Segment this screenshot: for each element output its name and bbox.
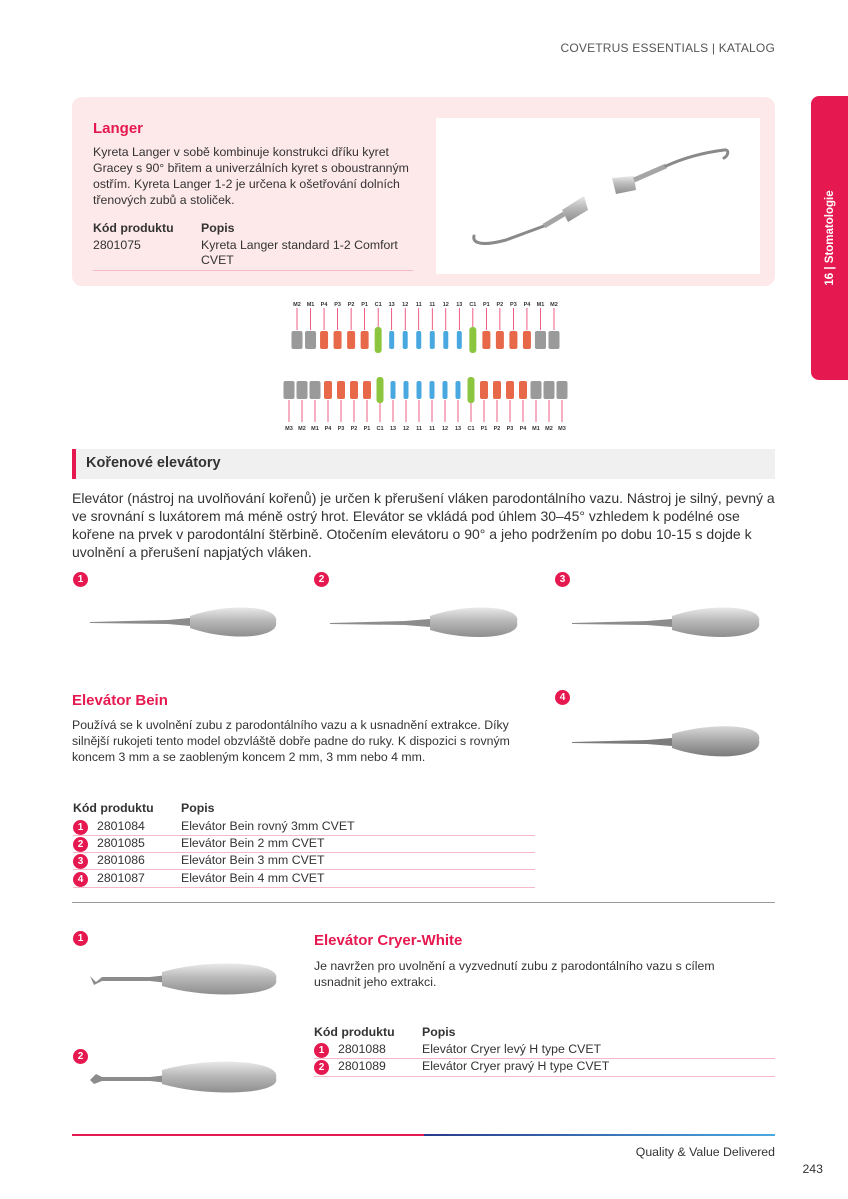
image-number-badge: 1 — [73, 931, 88, 946]
teeth-chart — [283, 296, 568, 434]
elevator-bein-1-image — [90, 600, 280, 644]
langer-title: Langer — [93, 120, 144, 137]
tooth-shape — [324, 381, 332, 399]
elevator-bein-2-image — [330, 602, 520, 646]
cryer-row-desc: Elevátor Cryer pravý H type CVET — [422, 1059, 610, 1073]
cryer-row-desc: Elevátor Cryer levý H type CVET — [422, 1042, 602, 1056]
footer-accent-line-2 — [424, 1134, 775, 1136]
section-title: Kořenové elevátory — [86, 455, 221, 471]
tooth-shape — [430, 381, 435, 399]
tooth-label: M2 — [293, 302, 301, 308]
image-number-badge: 2 — [314, 572, 329, 587]
tooth-shape — [337, 381, 345, 399]
tooth-label: C1 — [374, 302, 382, 308]
tooth-label: 11 — [429, 302, 436, 308]
tooth-label: P4 — [523, 302, 531, 308]
tooth-shape — [404, 381, 409, 399]
tooth-shape — [549, 331, 560, 349]
tooth-label: M3 — [285, 426, 293, 432]
tooth-shape — [496, 331, 504, 349]
tooth-shape — [284, 381, 295, 399]
bein-row-desc: Elevátor Bein 4 mm CVET — [181, 871, 325, 885]
tooth-shape — [297, 381, 308, 399]
tooth-label: M2 — [298, 426, 306, 432]
tooth-label: 12 — [402, 302, 409, 308]
table-row-divider — [73, 869, 535, 870]
tooth-label: 11 — [416, 426, 422, 432]
bein-row-code: 2801087 — [97, 871, 145, 885]
tooth-shape — [456, 381, 461, 399]
tooth-label: C1 — [469, 302, 477, 308]
cryer-description: Je navržen pro uvolnění a vyzvednutí zubu z parodontálního vazu s cílem usnadnit jeho extrakci. — [314, 959, 715, 989]
langer-row-code: 2801075 — [93, 238, 141, 252]
tooth-label: P4 — [320, 302, 328, 308]
tooth-label: P1 — [480, 426, 488, 432]
cryer-col-code: Kód produktu — [314, 1025, 395, 1039]
tooth-shape — [430, 331, 435, 349]
table-row-divider — [314, 1076, 775, 1077]
tooth-shape — [363, 381, 371, 399]
tooth-shape — [391, 381, 396, 399]
page-number: 243 — [802, 1162, 823, 1176]
tooth-shape — [350, 381, 358, 399]
tooth-shape — [403, 331, 408, 349]
tooth-shape — [334, 331, 342, 349]
tooth-shape — [482, 331, 490, 349]
tooth-label: M1 — [306, 302, 315, 308]
image-number-badge: 1 — [73, 572, 88, 587]
tooth-shape — [443, 381, 448, 399]
bein-row-code: 2801084 — [97, 819, 145, 833]
tooth-shape — [457, 331, 462, 349]
section-divider — [72, 902, 775, 903]
tooth-label: C1 — [376, 426, 384, 432]
cryer-row-code: 2801089 — [338, 1059, 386, 1073]
tooth-shape — [469, 327, 476, 353]
row-number-badge: 2 — [73, 837, 88, 852]
tooth-label: 12 — [441, 426, 449, 432]
tooth-label: P4 — [519, 426, 527, 432]
section-header — [72, 449, 775, 479]
tooth-shape — [377, 377, 384, 403]
tooth-label: M1 — [536, 302, 545, 308]
tooth-label: 13 — [388, 302, 395, 308]
tooth-label: P2 — [347, 302, 355, 308]
chapter-tab-label: 16 | Stomatologie — [823, 190, 836, 286]
tooth-label: M3 — [558, 426, 566, 432]
tooth-shape — [557, 381, 568, 399]
tooth-shape — [506, 381, 514, 399]
tooth-label: M1 — [532, 426, 540, 432]
footer-tagline: Quality & Value Delivered — [635, 1145, 775, 1159]
elevator-bein-3-image — [572, 602, 762, 646]
tooth-label: P3 — [506, 426, 514, 432]
tooth-shape — [375, 327, 382, 353]
tooth-label: P1 — [483, 302, 490, 308]
row-number-badge: 2 — [314, 1060, 329, 1075]
tooth-label: 13 — [456, 302, 463, 308]
tooth-shape — [310, 381, 321, 399]
bein-row-code: 2801086 — [97, 853, 145, 867]
bein-row-desc: Elevátor Bein 2 mm CVET — [181, 836, 325, 850]
tooth-label: P1 — [363, 426, 371, 432]
image-number-badge: 2 — [73, 1049, 88, 1064]
tooth-shape — [361, 331, 369, 349]
bein-description: Používá se k uvolnění zubu z parodontálního vazu a k usnadnění extrakce. Díky silnější rukojeti tento model obzvláště dobře padne do ruky. K dispozici s rovným koncem 3 mm a se zaobleným koncem 2 mm, 3 mm nebo 4 mm. — [72, 718, 510, 764]
tooth-shape — [417, 381, 422, 399]
chapter-tab[interactable] — [811, 96, 848, 380]
tooth-label: M2 — [545, 426, 553, 432]
tooth-label: 13 — [454, 426, 462, 432]
tooth-label: M1 — [311, 426, 319, 432]
tooth-label: 12 — [402, 426, 410, 432]
langer-col-desc: Popis — [201, 221, 235, 235]
tooth-label: P3 — [337, 426, 345, 432]
tooth-shape — [531, 381, 542, 399]
cryer-title: Elevátor Cryer-White — [314, 932, 463, 949]
tooth-label: 13 — [389, 426, 397, 432]
tooth-shape — [493, 381, 501, 399]
footer-accent-line — [72, 1134, 424, 1136]
section-description: Elevátor (nástroj na uvolňování kořenů) je určen k přerušení vláken parodontálního vazu. Nástroj je silný, pevný a ve srovnání s luxátorem má méně ostrý hrot. Elevátor se vkládá pod úhlem 30–45° vzhledem k podélné ose kořene na prvek v parodontální štěrbině. Otočením elevátoru o 90° a jeho podržením po dobu 10-15 s dojde k uvolnění a přerušení napjatých vláken. — [72, 490, 775, 560]
image-number-badge: 4 — [555, 690, 570, 705]
cryer-row-code: 2801088 — [338, 1042, 386, 1056]
image-number-badge: 3 — [555, 572, 570, 587]
elevator-cryer-left-image — [90, 958, 280, 1002]
bein-col-code: Kód produktu — [73, 801, 154, 815]
tooth-label: P2 — [350, 426, 358, 432]
page-header: COVETRUS ESSENTIALS | KATALOG — [560, 41, 775, 55]
row-number-badge: 3 — [73, 854, 88, 869]
tooth-label: 11 — [415, 302, 422, 308]
tooth-shape — [443, 331, 448, 349]
tooth-label: P2 — [496, 302, 504, 308]
langer-col-code: Kód produktu — [93, 221, 174, 235]
langer-description: Kyreta Langer v sobě kombinuje konstrukci dříku kyret Gracey s 90° břitem a univerzálních kyret s oboustranným ostřím. Kyreta Langer 1-2 je určena k ošetřování dolních třenových zubů a stoliček. — [93, 145, 409, 207]
langer-row-divider — [93, 270, 413, 271]
bein-row-desc: Elevátor Bein rovný 3mm CVET — [181, 819, 355, 833]
bein-row-code: 2801085 — [97, 836, 145, 850]
langer-row-desc: Kyreta Langer standard 1-2 Comfort CVET — [201, 238, 398, 267]
tooth-label: M2 — [550, 302, 558, 308]
tooth-label: 12 — [442, 302, 449, 308]
tooth-shape — [305, 331, 316, 349]
tooth-shape — [416, 331, 421, 349]
row-number-badge: 1 — [314, 1043, 329, 1058]
tooth-shape — [535, 331, 546, 349]
tooth-shape — [519, 381, 527, 399]
tooth-label: 11 — [429, 426, 435, 432]
tooth-shape — [320, 331, 328, 349]
tooth-label: C1 — [467, 426, 475, 432]
tooth-label: P4 — [324, 426, 332, 432]
tooth-shape — [509, 331, 517, 349]
cryer-col-desc: Popis — [422, 1025, 456, 1039]
langer-curette-image — [436, 118, 760, 274]
table-row-divider — [73, 887, 535, 888]
tooth-shape — [480, 381, 488, 399]
tooth-shape — [292, 331, 303, 349]
bein-row-desc: Elevátor Bein 3 mm CVET — [181, 853, 325, 867]
row-number-badge: 1 — [73, 820, 88, 835]
tooth-shape — [523, 331, 531, 349]
tooth-shape — [347, 331, 355, 349]
tooth-label: P3 — [510, 302, 517, 308]
row-number-badge: 4 — [73, 872, 88, 887]
tooth-shape — [544, 381, 555, 399]
tooth-label: P3 — [334, 302, 341, 308]
tooth-label: P2 — [493, 426, 501, 432]
elevator-cryer-right-image — [90, 1054, 280, 1098]
bein-col-desc: Popis — [181, 801, 215, 815]
bein-title: Elevátor Bein — [72, 692, 168, 709]
elevator-bein-4-image — [572, 720, 762, 764]
tooth-label: P1 — [361, 302, 368, 308]
tooth-shape — [389, 331, 394, 349]
tooth-shape — [468, 377, 475, 403]
